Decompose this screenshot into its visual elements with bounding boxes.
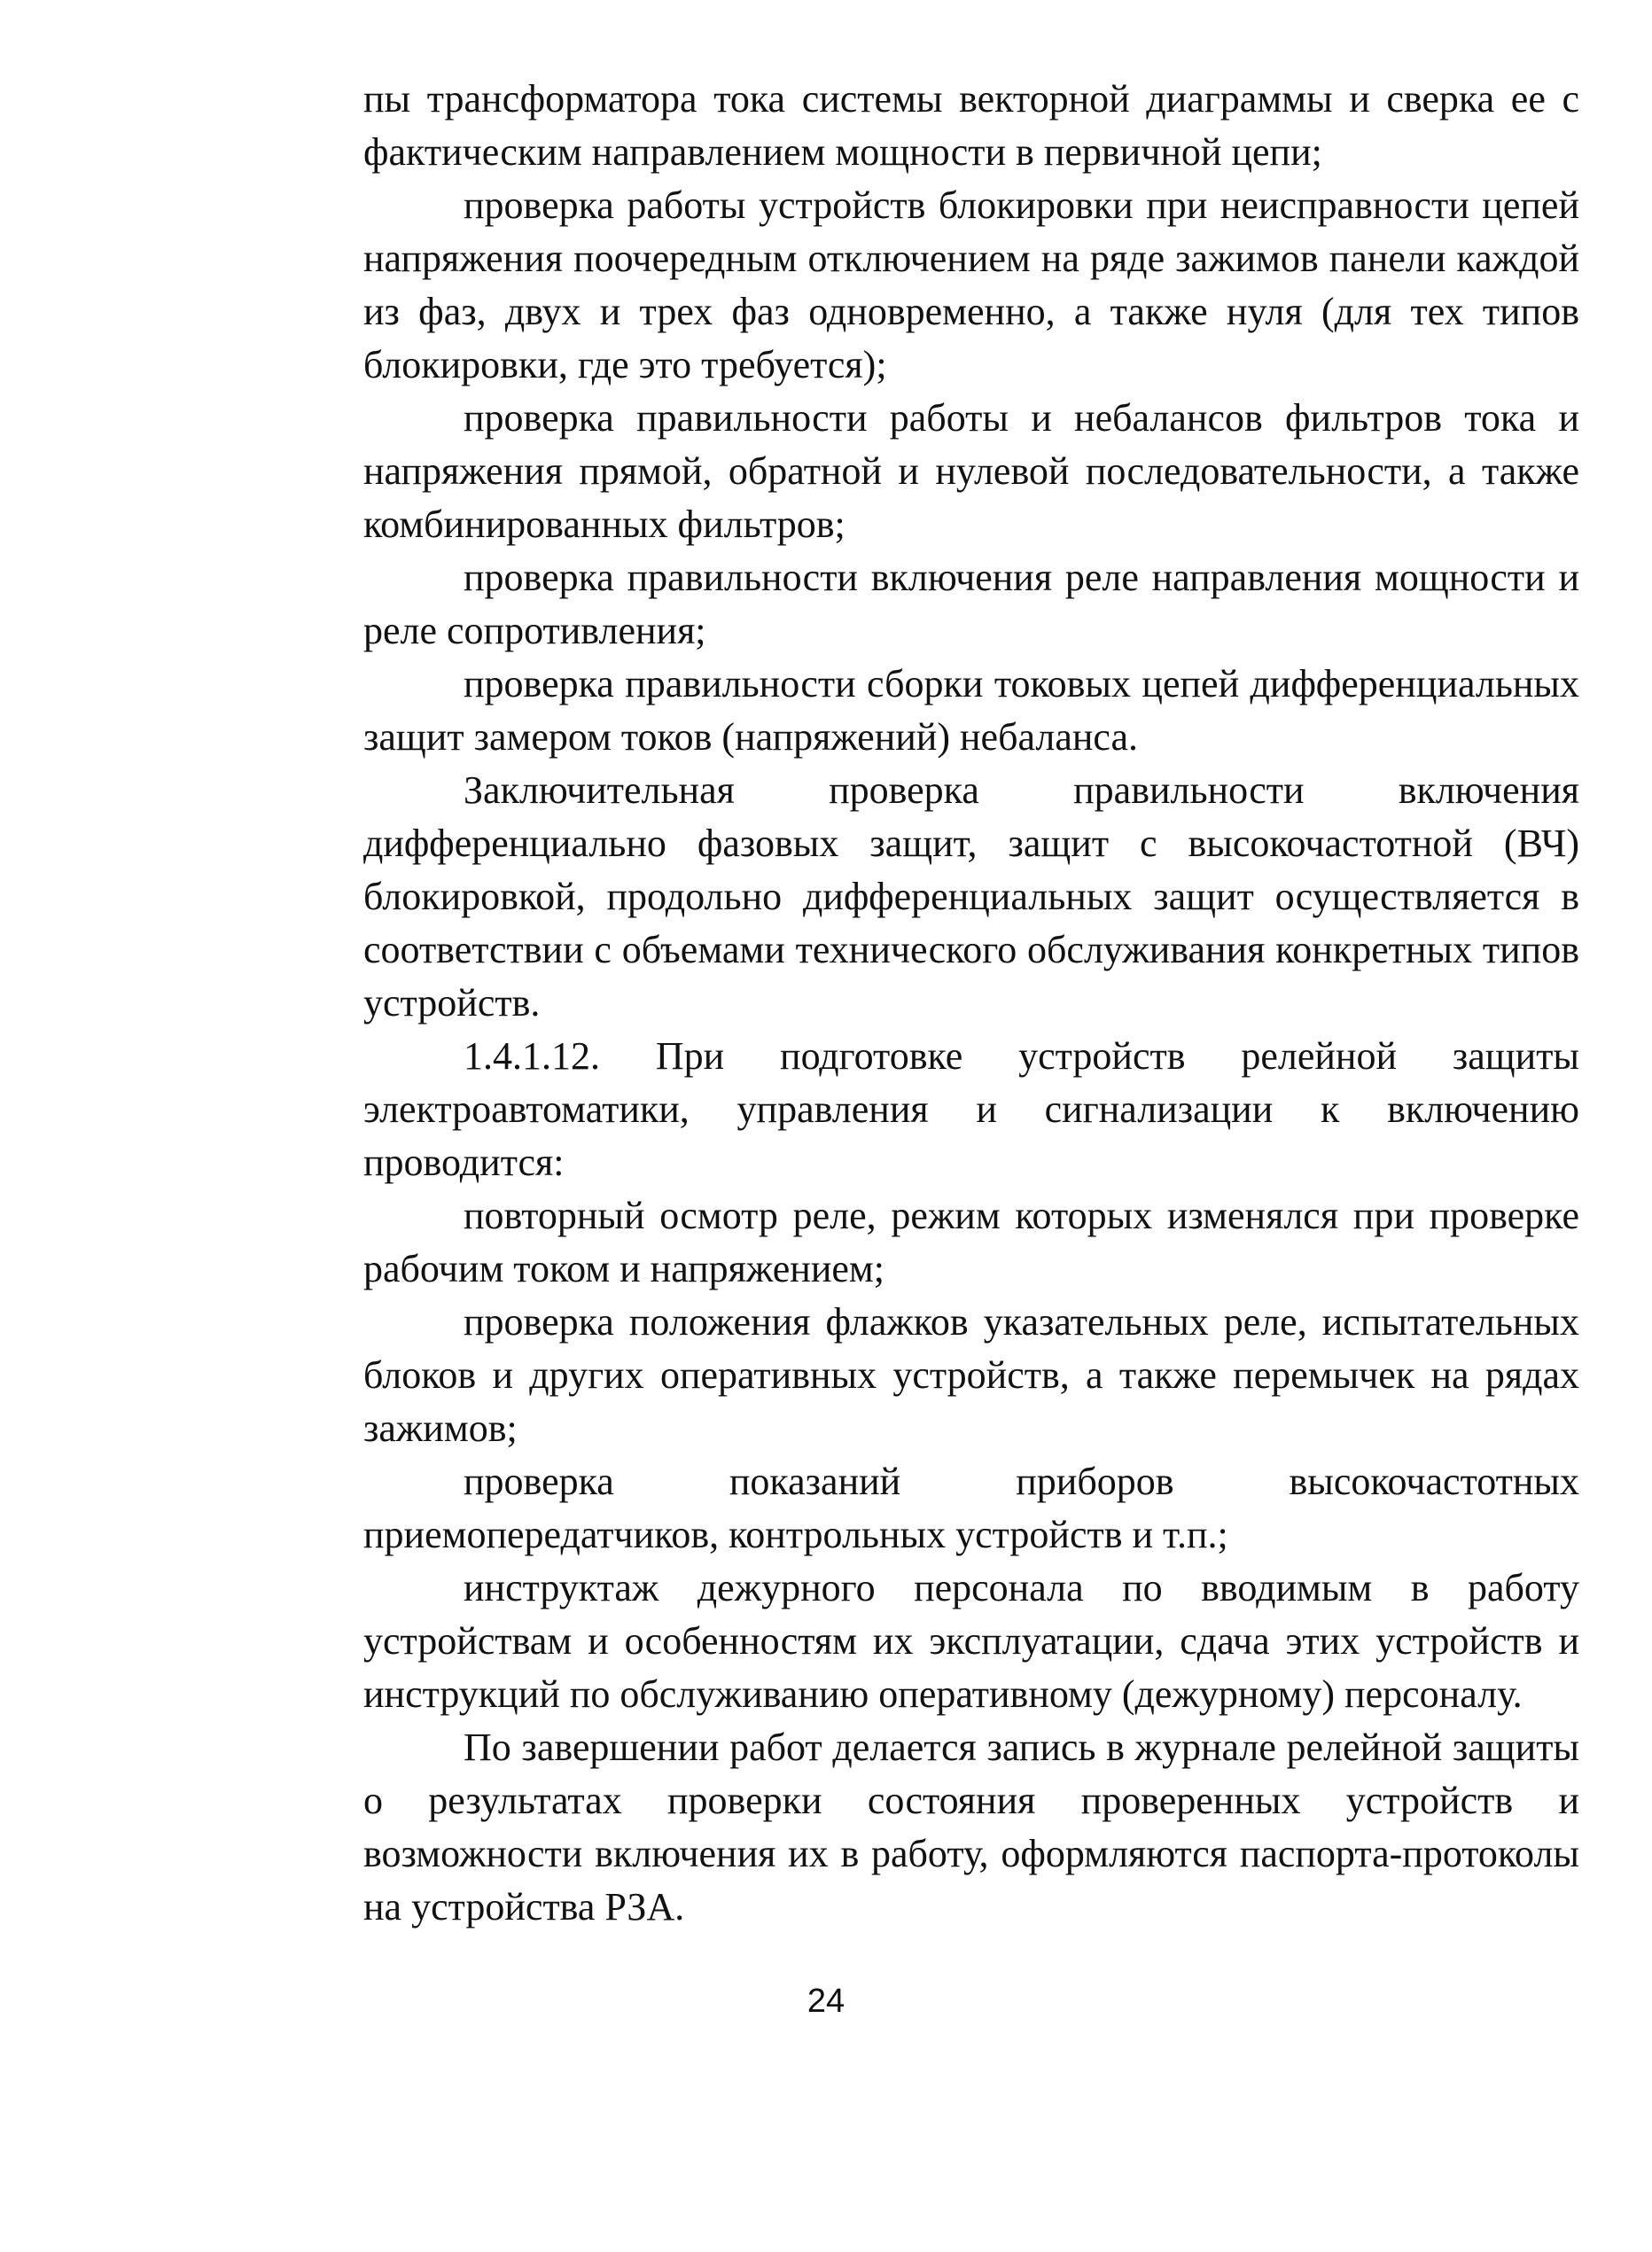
paragraph-journal-record: По завершении работ делается запись в журнале релейной защиты о результатах проверки состояния проверенных устройств и возможности включения их в работу, оформляются паспорта-протоколы на устройства РЗА.	[363, 1726, 1579, 1929]
paragraph-section-1-4-1-12: 1.4.1.12. При подготовке устройств релейной защиты электроавтоматики, управления и сигнализации к включению проводится:	[363, 1034, 1579, 1184]
paragraph-continuation: пы трансформатора тока системы векторной диаграммы и сверка ее с фактическим направлением мощности в первичной цепи;	[363, 77, 1579, 174]
paragraph-repeat-inspection: повторный осмотр реле, режим которых изменялся при проверке рабочим током и напряжением;	[363, 1194, 1579, 1290]
paragraph-staff-briefing: инструктаж дежурного персонала по вводимым в работу устройствам и особенностям их эксплуатации, сдача этих устройств и инструкций по обслуживанию оперативному (дежурному) персоналу.	[363, 1566, 1579, 1716]
paragraph-blocking-check: проверка работы устройств блокировки при неисправности цепей напряжения поочередным отключением на ряде зажимов панели каждой из фаз, двух и трех фаз одновременно, а также нуля (для тех типов блокировки, где это требуется);	[363, 183, 1579, 386]
paragraph-filter-check: проверка правильности работы и небалансов фильтров тока и напряжения прямой, обратной и нулевой последовательности, а также комбинированных фильтров;	[363, 396, 1579, 546]
paragraph-final-check: Заключительная проверка правильности включения дифференциально фазовых защит, защит с высокочастотной (ВЧ) блокировкой, продольно дифференциальных защит осуществляется в соответствии с объемами технического обслуживания конкретных типов устройств.	[363, 768, 1579, 1025]
paragraph-relay-direction-check: проверка правильности включения реле направления мощности и реле сопротивления;	[363, 556, 1579, 652]
paragraph-instrument-readings: проверка показаний приборов высокочастотных приемопередатчиков, контрольных устройств и т.п.;	[363, 1460, 1579, 1556]
page-number: 24	[807, 1983, 845, 2020]
body-text	[363, 73, 1579, 1934]
paragraph-flag-position-check: проверка положения флажков указательных реле, испытательных блоков и других оперативных устройств, а также перемычек на рядах зажимов;	[363, 1300, 1579, 1450]
paragraph-differential-check: проверка правильности сборки токовых цепей дифференциальных защит замером токов (напряжений) небаланса.	[363, 662, 1579, 759]
